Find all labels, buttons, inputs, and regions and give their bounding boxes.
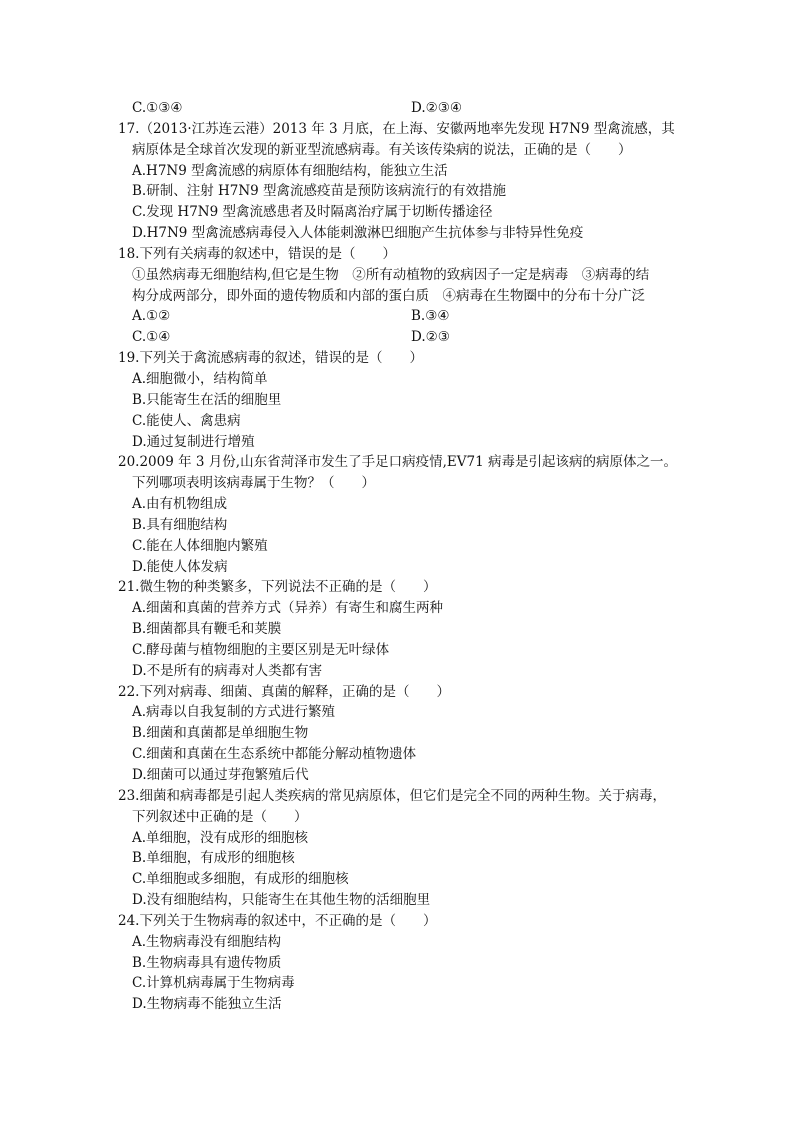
question-18-statements-cont: 构分成两部分，即外面的遗传物质和内部的蛋白质 ④病毒在生物圈中的分布十分广泛 <box>132 287 645 304</box>
option-c: C.①③④ <box>132 100 183 116</box>
question-22-stem: 22.下列对病毒、细菌、真菌的解释，正确的是（ ） <box>118 683 450 700</box>
option-d: D.能使人体发病 <box>132 558 228 575</box>
question-17-stem: 17.（2013·江苏连云港）2013 年 3 月底，在上海、安徽两地率先发现 H7N9 型禽流感，其 <box>118 120 675 137</box>
question-19-stem: 19.下列关于禽流感病毒的叙述，错误的是（ ） <box>118 350 423 367</box>
option-d: D.没有细胞结构，只能寄生在其他生物的活细胞里 <box>132 892 431 909</box>
option-row <box>118 327 678 348</box>
option-a: A.细菌和真菌的营养方式（异养）有寄生和腐生两种 <box>132 600 444 617</box>
option-row <box>118 306 678 327</box>
question-18-statements: ①虽然病毒无细胞结构,但它是生物 ②所有动植物的致病因子一定是病毒 ③病毒的结 <box>132 266 650 283</box>
option-c: C.单细胞或多细胞，有成形的细胞核 <box>132 871 349 888</box>
option-d: D.通过复制进行增殖 <box>132 433 255 450</box>
question-list <box>118 98 678 1015</box>
option-b: B.研制、注射 H7N9 型禽流感疫苗是预防该病流行的有效措施 <box>132 183 507 200</box>
option-b: B.细菌和真菌都是单细胞生物 <box>132 725 309 742</box>
option-b: B.具有细胞结构 <box>132 516 228 533</box>
question-20-stem-cont: 下列哪项表明该病毒属于生物？（ ） <box>132 475 375 492</box>
option-d: D.H7N9 型禽流感病毒侵入人体能刺激淋巴细胞产生抗体参与非特异性免疫 <box>132 225 584 242</box>
option-d: D.②③④ <box>411 100 462 116</box>
option-b: B.生物病毒具有遗传物质 <box>132 954 282 971</box>
option-c: C.①④ <box>132 329 171 346</box>
option-row <box>118 98 678 119</box>
option-b: B.细菌都具有鞭毛和荚膜 <box>132 621 282 638</box>
option-c: C.计算机病毒属于生物病毒 <box>132 975 295 992</box>
option-c: C.酵母菌与植物细胞的主要区别是无叶绿体 <box>132 641 390 658</box>
option-d: D.不是所有的病毒对人类都有害 <box>132 662 323 679</box>
option-a: A.H7N9 型禽流感的病原体有细胞结构，能独立生活 <box>132 162 448 179</box>
option-a: A.生物病毒没有细胞结构 <box>132 933 282 950</box>
option-b: B.③④ <box>411 308 450 325</box>
option-a: A.单细胞，没有成形的细胞核 <box>132 829 309 846</box>
option-c: C.细菌和真菌在生态系统中都能分解动植物遗体 <box>132 746 417 763</box>
option-a: A.由有机物组成 <box>132 496 228 513</box>
question-23-stem-cont: 下列叙述中正确的是（ ） <box>132 808 308 825</box>
question-18-stem: 18.下列有关病毒的叙述中，错误的是（ ） <box>118 245 396 262</box>
option-a: A.细胞微小，结构简单 <box>132 370 268 387</box>
option-a: A.①② <box>132 308 171 325</box>
option-b: B.只能寄生在活的细胞里 <box>132 391 282 408</box>
option-a: A.病毒以自我复制的方式进行繁殖 <box>132 704 336 721</box>
question-23-stem: 23.细菌和病毒都是引起人类疾病的常见病原体，但它们是完全不同的两种生物。关于病毒， <box>118 787 666 804</box>
option-c: C.能使人、禽患病 <box>132 412 241 429</box>
question-20-stem: 20.2009 年 3 月份,山东省菏泽市发生了手足口病疫情,EV71 病毒是引起该病的病原体之一。 <box>118 454 677 471</box>
option-d: D.细菌可以通过芽孢繁殖后代 <box>132 767 309 783</box>
option-c: C.能在人体细胞内繁殖 <box>132 537 268 554</box>
option-d: D.生物病毒不能独立生活 <box>132 996 282 1013</box>
question-17-stem-cont: 病原体是全球首次发现的新亚型流感病毒。有关该传染病的说法，正确的是（ ） <box>132 141 632 158</box>
option-c: C.发现 H7N9 型禽流感患者及时隔离治疗属于切断传播途径 <box>132 204 493 221</box>
option-b: B.单细胞，有成形的细胞核 <box>132 850 295 867</box>
question-21-stem: 21.微生物的种类繁多，下列说法不正确的是（ ） <box>118 579 437 596</box>
option-d: D.②③ <box>411 329 450 346</box>
question-24-stem: 24.下列关于生物病毒的叙述中，不正确的是（ ） <box>118 912 437 929</box>
